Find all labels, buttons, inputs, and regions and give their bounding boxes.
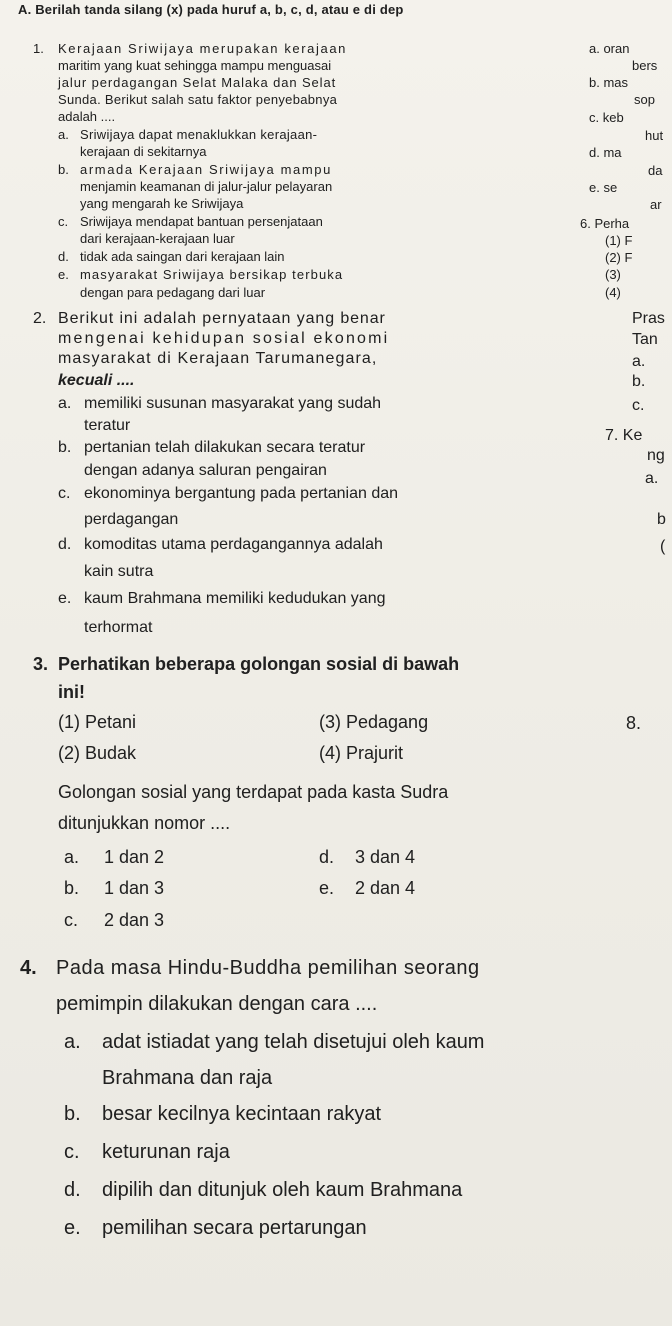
q3-stem-line: ini! (58, 682, 85, 702)
right-col-fragment: 7. Ke (605, 427, 643, 444)
q1-number: 1. (33, 41, 44, 56)
q4-option-d-letter[interactable]: d. (64, 1179, 81, 1201)
q2-option-a-text: memiliki susunan masyarakat yang sudah (84, 395, 382, 412)
right-col-fragment: b. mas (589, 75, 629, 90)
right-col-fragment: e. se (589, 180, 618, 195)
q3-question-line: Golongan sosial yang terdapat pada kasta Sudra (58, 782, 449, 802)
q2-option-c-letter[interactable]: c. (58, 485, 71, 502)
right-col-fragment: Pras (632, 310, 665, 327)
q1-option-e-text: masyarakat Sriwijaya bersikap terbuka (80, 267, 344, 282)
q4-number: 4. (20, 957, 37, 979)
q1-option-c-text: dari kerajaan-kerajaan luar (80, 231, 235, 246)
right-col-fragment: b. (632, 373, 646, 390)
q2-option-c-text: ekonominya bergantung pada pertanian dan (84, 485, 399, 502)
q1-option-e-letter[interactable]: e. (58, 267, 69, 282)
right-col-fragment: sop (634, 92, 655, 107)
q4-option-a-letter[interactable]: a. (64, 1031, 81, 1053)
q1-option-d-letter[interactable]: d. (58, 249, 69, 264)
right-col-fragment: c. (632, 397, 645, 414)
q3-option-c-letter[interactable]: c. (64, 910, 79, 930)
q2-option-e-text: terhormat (84, 619, 153, 636)
q1-option-b-text: armada Kerajaan Sriwijaya mampu (80, 162, 332, 177)
q2-option-d-text: kain sutra (84, 563, 154, 580)
q1-option-d-text: tidak ada saingan dari kerajaan lain (80, 249, 285, 264)
right-col-fragment: ar (650, 197, 662, 212)
q3-group-item: (2) Budak (58, 743, 137, 763)
q2-option-c-text: perdagangan (84, 511, 179, 528)
q3-question-line: ditunjukkan nomor .... (58, 813, 231, 833)
right-col-fragment: b (657, 511, 666, 528)
q2-option-b-letter[interactable]: b. (58, 439, 72, 456)
q3-group-item: (1) Petani (58, 712, 137, 732)
right-col-fragment: Tan (632, 331, 658, 348)
q1-option-a-text: Sriwijaya dapat menaklukkan kerajaan- (80, 127, 318, 142)
right-col-fragment: 6. Perha (580, 216, 630, 231)
q4-option-e-text: pemilihan secara pertarungan (102, 1217, 367, 1239)
q1-stem-line: Sunda. Berikut salah satu faktor penyebabnya (58, 92, 338, 107)
q3-option-d-letter[interactable]: d. (319, 847, 335, 867)
q3-group-item: (4) Prajurit (319, 743, 404, 763)
q3-option-b-letter[interactable]: b. (64, 878, 80, 898)
q4-option-e-letter[interactable]: e. (64, 1217, 81, 1239)
right-col-fragment: bers (632, 58, 658, 73)
q4-option-a-text: adat istiadat yang telah disetujui oleh kaum (102, 1031, 485, 1053)
right-col-fragment: a. (645, 470, 659, 487)
q4-option-b-text: besar kecilnya kecintaan rakyat (102, 1103, 382, 1125)
right-col-fragment: (1) F (605, 233, 633, 248)
q2-option-e-letter[interactable]: e. (58, 590, 72, 607)
q1-option-a-text: kerajaan di sekitarnya (80, 144, 207, 159)
q2-option-b-text: pertanian telah dilakukan secara teratur (84, 439, 366, 456)
q3-option-b-text: 1 dan 3 (104, 878, 165, 898)
q1-stem-line: jalur perdagangan Selat Malaka dan Selat (58, 75, 337, 90)
right-col-fragment: a. oran (589, 41, 630, 56)
q1-option-b-text: yang mengarah ke Sriwijaya (80, 196, 244, 211)
right-col-fragment: c. keb (589, 110, 624, 125)
q4-stem-line: Pada masa Hindu-Buddha pemilihan seorang (56, 957, 480, 979)
q2-option-a-letter[interactable]: a. (58, 395, 72, 412)
q2-number: 2. (33, 310, 47, 327)
q2-stem-line: mengenai kehidupan sosial ekonomi (58, 330, 390, 347)
q3-number: 3. (33, 654, 49, 674)
q2-option-a-text: teratur (84, 417, 131, 434)
q3-option-a-letter[interactable]: a. (64, 847, 80, 867)
q1-option-b-letter[interactable]: b. (58, 162, 69, 177)
q1-option-c-letter[interactable]: c. (58, 214, 69, 229)
right-col-fragment: hut (645, 128, 664, 143)
q3-stem-line: Perhatikan beberapa golongan sosial di bawah (58, 654, 460, 674)
right-col-fragment: (4) (605, 285, 621, 300)
q4-option-b-letter[interactable]: b. (64, 1103, 81, 1125)
q3-option-d-text: 3 dan 4 (355, 847, 416, 867)
q3-option-e-letter[interactable]: e. (319, 878, 335, 898)
q2-option-b-text: dengan adanya saluran pengairan (84, 462, 327, 479)
q1-option-a-letter[interactable]: a. (58, 127, 69, 142)
q1-stem-line: maritim yang kuat sehingga mampu menguasai (58, 58, 332, 73)
section-instruction: A. Berilah tanda silang (x) pada huruf a, b, c, d, atau e di dep (18, 2, 404, 17)
q2-stem-line: Berikut ini adalah pernyataan yang benar (58, 310, 386, 327)
q2-stem-line: kecuali .... (58, 372, 135, 389)
q1-stem-line: Kerajaan Sriwijaya merupakan kerajaan (58, 41, 347, 56)
q4-option-c-letter[interactable]: c. (64, 1141, 80, 1163)
right-col-fragment: ( (660, 538, 666, 555)
q2-option-d-letter[interactable]: d. (58, 536, 72, 553)
q1-stem-line: adalah .... (58, 109, 116, 124)
right-col-fragment: 8. (626, 713, 642, 733)
q4-option-a-text: Brahmana dan raja (102, 1067, 273, 1089)
q2-option-d-text: komoditas utama perdagangannya adalah (84, 536, 383, 553)
q2-option-e-text: kaum Brahmana memiliki kedudukan yang (84, 590, 386, 607)
right-col-fragment: (3) (605, 267, 621, 282)
q3-option-a-text: 1 dan 2 (104, 847, 165, 867)
q3-option-e-text: 2 dan 4 (355, 878, 416, 898)
q3-group-item: (3) Pedagang (319, 712, 429, 732)
q1-option-c-text: Sriwijaya mendapat bantuan persenjataan (80, 214, 323, 229)
right-col-fragment: da (648, 163, 663, 178)
q4-option-d-text: dipilih dan ditunjuk oleh kaum Brahmana (102, 1179, 463, 1201)
q1-option-b-text: menjamin keamanan di jalur-jalur pelayaran (80, 179, 333, 194)
q4-stem-line: pemimpin dilakukan dengan cara .... (56, 993, 378, 1015)
right-col-fragment: d. ma (589, 145, 622, 160)
q3-option-c-text: 2 dan 3 (104, 910, 165, 930)
right-col-fragment: a. (632, 353, 646, 370)
right-col-fragment: (2) F (605, 250, 633, 265)
q4-option-c-text: keturunan raja (102, 1141, 230, 1163)
right-col-fragment: ng (647, 447, 665, 464)
q2-stem-line: masyarakat di Kerajaan Tarumanegara, (58, 350, 378, 367)
q1-option-e-text: dengan para pedagang dari luar (80, 285, 266, 300)
